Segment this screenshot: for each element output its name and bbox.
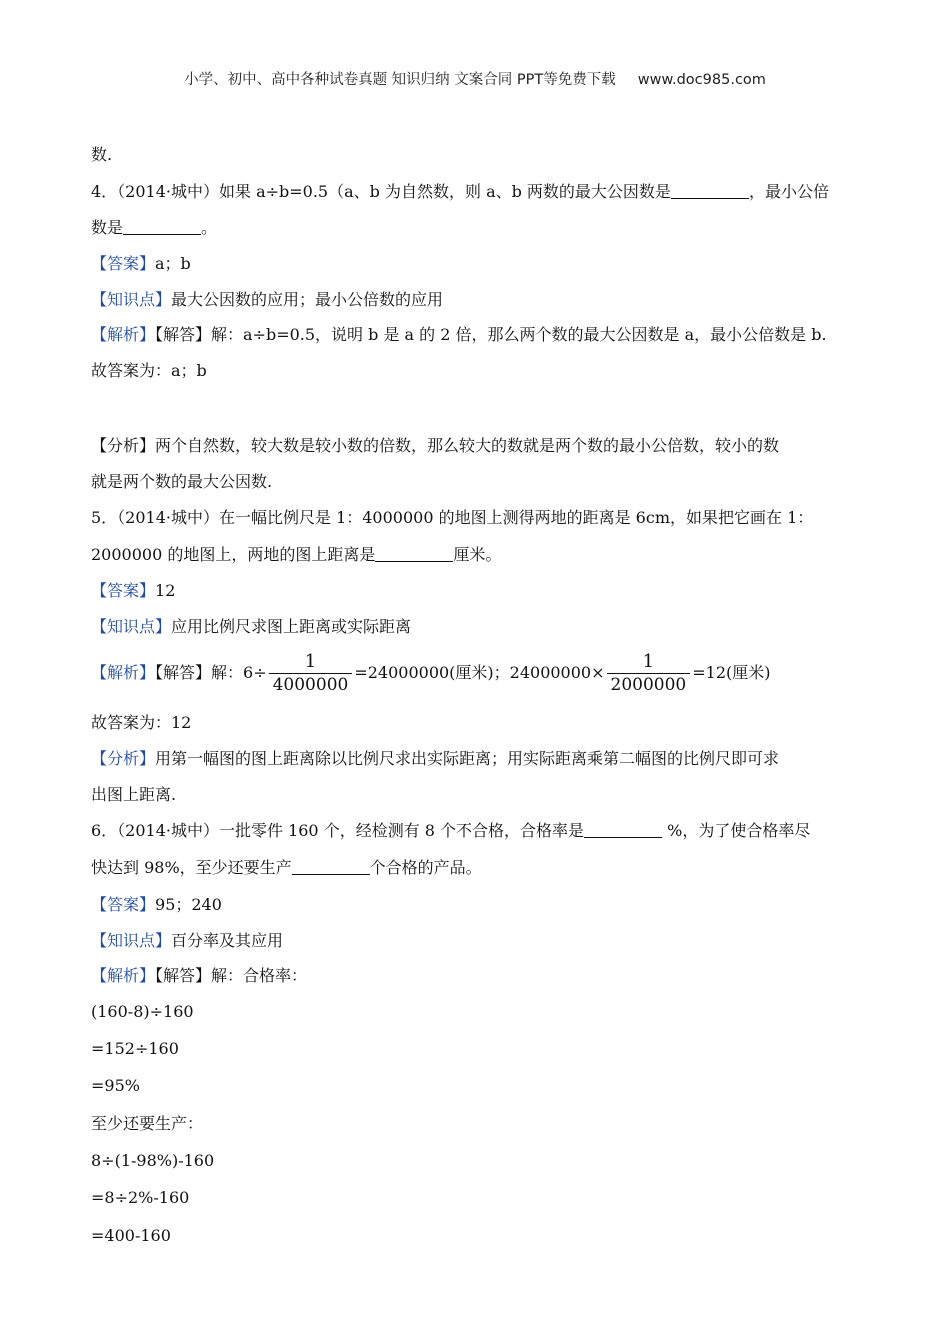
- text: 数.: [91, 145, 113, 164]
- math-text: 至少还要生产：: [91, 1114, 204, 1133]
- text-line: [91, 145, 112, 165]
- math-text: =8÷2%-160: [91, 1188, 190, 1207]
- question-text: 6．（2014·城中）一批零件 160 个，经检测有 8 个不合格，合格率是: [91, 821, 585, 840]
- header-site[interactable]: www.doc985.com: [637, 72, 766, 88]
- analysis-text: 【解答】解：6÷: [155, 663, 267, 682]
- answer-text: 12: [155, 581, 176, 600]
- analysis-tag: 【解析】: [91, 663, 156, 682]
- knowledge-line: [91, 617, 411, 637]
- knowledge-text: 百分率及其应用: [171, 931, 284, 950]
- question-text: 个合格的产品。: [369, 858, 482, 877]
- fenxi-line: [91, 749, 779, 769]
- answer-line: [91, 581, 175, 601]
- question-text: 。: [201, 218, 218, 237]
- fenxi-tag: 【分析】: [91, 749, 156, 768]
- answer-blank: [292, 858, 370, 875]
- question-6-cont: [91, 858, 482, 878]
- math-step: [91, 1114, 203, 1134]
- fraction: [269, 651, 353, 696]
- math-text: (160-8)÷160: [91, 1002, 194, 1021]
- knowledge-tag: 【知识点】: [91, 290, 172, 309]
- conclusion-line: [91, 361, 207, 381]
- fenxi-text: 就是两个数的最大公因数.: [91, 472, 273, 491]
- page-header: [0, 68, 950, 89]
- math-step: [91, 1002, 194, 1022]
- analysis-text: =12(厘米): [692, 663, 771, 682]
- question-text: 5．（2014·城中）在一幅比例尺是 1：4000000 的地图上测得两地的距离是 6cm，如果把它画在 1：: [91, 508, 814, 527]
- fenxi-line-cont: [91, 472, 272, 492]
- fenxi-text: 用第一幅图的图上距离除以比例尺求出实际距离；用实际距离乘第二幅图的比例尺即可求: [155, 749, 780, 768]
- question-5: [91, 508, 813, 528]
- knowledge-tag: 【知识点】: [91, 617, 172, 636]
- question-text: 数是: [91, 218, 124, 237]
- fenxi-text: 出图上距离.: [91, 785, 177, 804]
- fenxi-tag: 【分析】: [91, 436, 156, 455]
- answer-blank: [584, 821, 662, 838]
- answer-blank: [375, 545, 453, 562]
- math-step: [91, 1188, 189, 1208]
- question-5-cont: [91, 545, 501, 565]
- conclusion-text: 故答案为：12: [91, 713, 192, 732]
- math-text: =95%: [91, 1076, 140, 1095]
- answer-blank: [671, 182, 749, 199]
- math-text: =152÷160: [91, 1039, 179, 1058]
- answer-text: a；b: [155, 254, 191, 273]
- math-step: [91, 1076, 140, 1096]
- fraction-numerator: 1: [642, 651, 655, 672]
- analysis-tag: 【解析】: [91, 325, 156, 344]
- answer-tag: 【答案】: [91, 254, 156, 273]
- fraction: [607, 651, 691, 696]
- question-text: 快达到 98%，至少还要生产: [91, 858, 292, 877]
- question-4-cont: [91, 218, 217, 238]
- answer-tag: 【答案】: [91, 581, 156, 600]
- fraction-numerator: 1: [304, 651, 317, 672]
- math-step: [91, 1151, 214, 1171]
- fraction-denominator: 2000000: [610, 675, 687, 695]
- question-text: 厘米。: [453, 545, 502, 564]
- analysis-text: 【解答】解：a÷b=0.5，说明 b 是 a 的 2 倍，那么两个数的最大公因数是 a，最小公倍数是 b.: [155, 325, 827, 344]
- analysis-line: [91, 325, 827, 345]
- knowledge-text: 应用比例尺求图上距离或实际距离: [171, 617, 412, 636]
- math-step: [91, 1039, 179, 1059]
- question-text: 2000000 的地图上，两地的图上距离是: [91, 545, 376, 564]
- question-text: 4．（2014·城中）如果 a÷b=0.5（a、b 为自然数，则 a、b 两数的最大公因数是: [91, 182, 671, 201]
- fenxi-text: 两个自然数，较大数是较小数的倍数，那么较大的数就是两个数的最小公倍数，较小的数: [155, 436, 780, 455]
- math-text: 8÷(1-98%)-160: [91, 1151, 215, 1170]
- analysis-text: =24000000(厘米)；24000000×: [354, 663, 605, 682]
- math-step: [91, 1226, 171, 1246]
- answer-line: [91, 254, 191, 274]
- knowledge-tag: 【知识点】: [91, 931, 172, 950]
- answer-tag: 【答案】: [91, 895, 156, 914]
- header-text: 小学、初中、高中各种试卷真题 知识归纳 文案合同 PPT等免费下载: [184, 72, 616, 88]
- answer-text: 95；240: [155, 895, 222, 914]
- fraction-denominator: 4000000: [272, 675, 349, 695]
- question-text: ，最小公倍: [748, 182, 829, 201]
- answer-blank: [123, 218, 201, 235]
- math-text: =400-160: [91, 1226, 171, 1245]
- answer-line: [91, 895, 222, 915]
- conclusion-text: 故答案为：a；b: [91, 361, 207, 380]
- knowledge-text: 最大公因数的应用；最小公倍数的应用: [171, 290, 444, 309]
- question-6: [91, 821, 810, 841]
- analysis-line: [91, 966, 307, 986]
- analysis-line: [91, 650, 771, 696]
- knowledge-line: [91, 290, 443, 310]
- analysis-tag: 【解析】: [91, 966, 156, 985]
- knowledge-line: [91, 931, 283, 951]
- conclusion-line: [91, 713, 191, 733]
- question-text: %，为了使合格率尽: [662, 821, 811, 840]
- fenxi-line: [91, 436, 779, 456]
- question-4: [91, 182, 829, 202]
- fenxi-line-cont: [91, 785, 176, 805]
- analysis-text: 【解答】解：合格率：: [155, 966, 308, 985]
